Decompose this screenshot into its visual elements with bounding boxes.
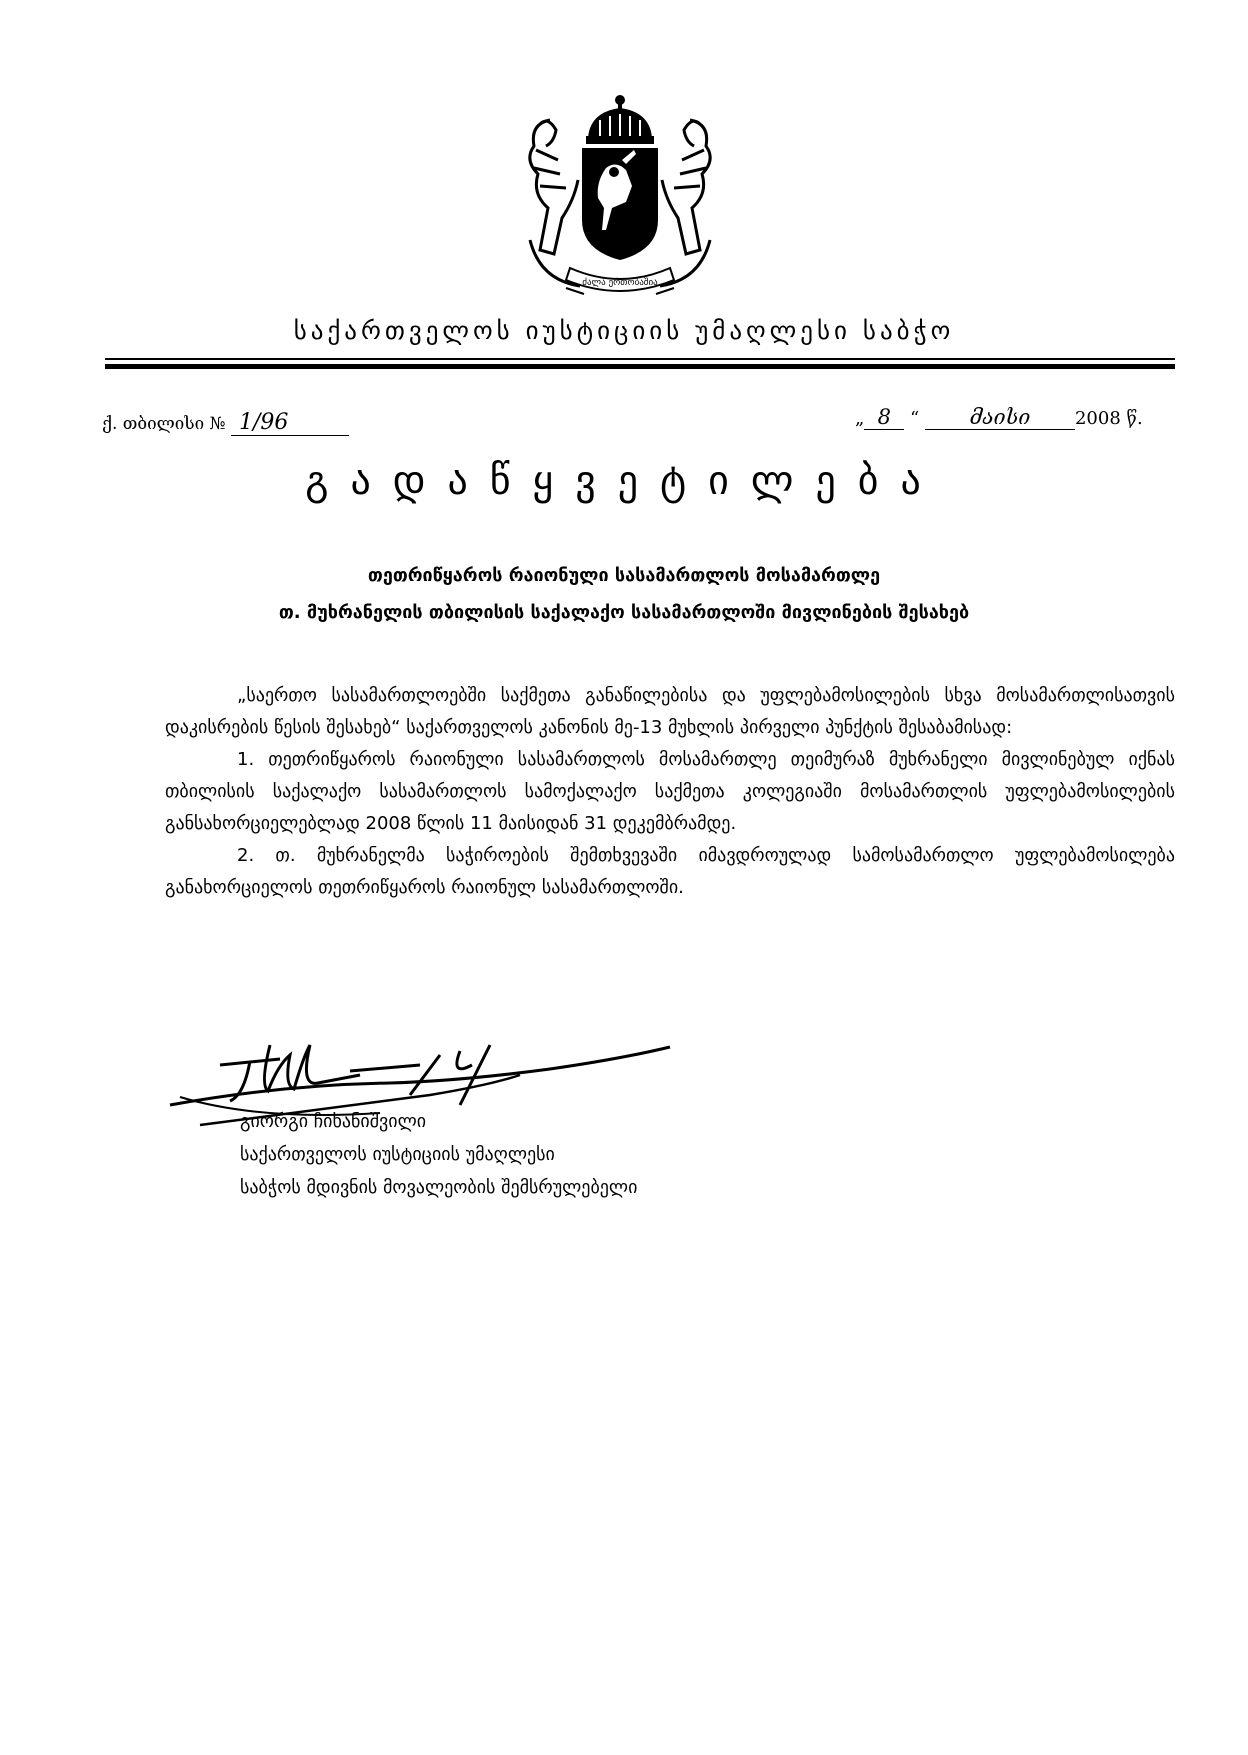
coat-of-arms-emblem: [510, 90, 730, 300]
signer-position-line-2: საბჭოს მდივნის მოვალეობის შემსრულებელი: [240, 1177, 638, 1198]
decision-item-1: 1. თეთრიწყაროს რაიონული სასამართლოს მოსამართლე თეიმურაზ მუხრანელი მივლინებულ იქნას თბილისის საქალაქო სასამართლოს სამოქალაქო საქმეთა კოლეგიაში მოსამართლის უფლებამოსილების განსახორციელებლად 2008 წლის 11 მაისიდან 31 დეკემბრამდე.: [165, 749, 1175, 834]
decision-item-2: 2. თ. მუხრანელმა საჭიროების შემთხვევაში იმავდროულად სამოსამართლო უფლებამოსილება განახორციელოს თეთრიწყაროს რაიონულ სასამართლოში.: [165, 845, 1175, 898]
signer-block: [240, 1105, 637, 1204]
signer-position-line-1: საქართველოს იუსტიციის უმაღლესი: [240, 1144, 555, 1165]
place-and-number: [102, 410, 349, 436]
header-divider-thin: [105, 358, 1175, 360]
document-heading: გადაწყვეტილება: [305, 458, 943, 504]
date-day: 8: [864, 405, 904, 430]
header-divider-thick: [105, 364, 1175, 369]
date-month: მაისი: [925, 405, 1075, 430]
motto-ribbon-text: ძალა ერთობაშია: [582, 278, 658, 288]
crown-icon: [586, 95, 654, 144]
document-number: 1/96: [231, 410, 349, 436]
date-year: 2008 წ.: [1074, 408, 1143, 429]
document-body: [165, 680, 1175, 904]
subject-line-2: თ. მუხრანელის თბილისის საქალაქო სასამართლოში მივლინების შესახებ: [278, 602, 970, 623]
subject-line-1: თეთრიწყაროს რაიონული სასამართლოს მოსამართლე: [367, 565, 881, 586]
signer-name: გიორგი ჩიხანიშვილი: [240, 1111, 427, 1132]
lion-supporter-left-icon: [530, 120, 578, 254]
preamble-paragraph: „საერთო სასამართლოებში საქმეთა განაწილებისა და უფლებამოსილების სხვა მოსამართლისათვის დაკისრების წესის შესახებ“ საქართველოს კანონის მე-13 მუხლის პირველი პუნქტის შესაბამისად:: [165, 685, 1175, 738]
document-date: „ 8 “ მაისი 2008 წ.: [855, 405, 1143, 429]
organization-title: საქართველოს იუსტიციის უმაღლესი საბჭო: [293, 316, 955, 345]
shield-icon: [582, 148, 658, 260]
place-label: ქ. თბილისი №: [102, 414, 226, 434]
lion-supporter-right-icon: [662, 120, 710, 254]
